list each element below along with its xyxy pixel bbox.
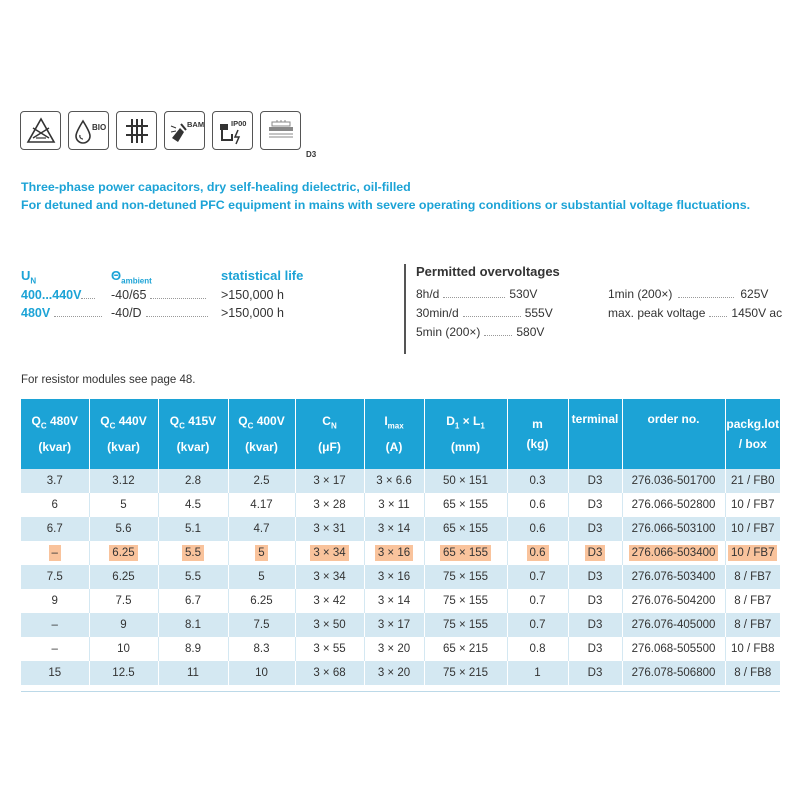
table-cell <box>158 613 228 637</box>
cell-value: 12.5 <box>112 667 135 679</box>
table-cell <box>725 589 780 613</box>
table-cell <box>21 613 89 637</box>
table-cell <box>295 493 364 517</box>
cell-value: 10 <box>255 667 268 679</box>
table-row <box>21 589 780 613</box>
rating-row <box>21 288 321 306</box>
table-cell <box>622 541 725 565</box>
table-cell <box>507 589 568 613</box>
table-cell <box>725 469 780 493</box>
table-body <box>21 469 780 685</box>
cell-value: 65 × 155 <box>442 523 489 535</box>
capacitor-table <box>21 399 780 685</box>
table-cell <box>424 517 507 541</box>
intro-line-2: For detuned and non-detuned PFC equipment in mains with severe operating conditions or substantial voltage fluctuations. <box>21 198 751 212</box>
table-cell <box>725 493 780 517</box>
cell-value: 10 / FB8 <box>731 643 775 655</box>
temp-value: -40/D <box>111 306 221 320</box>
table-header-row <box>21 399 780 469</box>
d3-terminal-icon <box>260 111 301 150</box>
cell-value: 6.7 <box>46 523 63 535</box>
cell-value: 65 × 155 <box>440 545 491 561</box>
table-cell <box>21 661 89 685</box>
table-cell <box>295 541 364 565</box>
cell-value: 3 × 68 <box>313 667 346 679</box>
bam-icon <box>164 111 205 150</box>
cell-value: 5 <box>120 499 127 511</box>
cell-value: 6 <box>51 499 58 511</box>
table-cell <box>507 613 568 637</box>
cell-value: 276.068-505500 <box>631 643 716 655</box>
cell-value: 5 <box>258 571 265 583</box>
table-cell <box>507 469 568 493</box>
table-row <box>21 493 780 517</box>
cell-value: 3 × 16 <box>375 545 413 561</box>
table-cell <box>622 565 725 589</box>
cell-value: D3 <box>587 643 603 655</box>
col-header: $Q_C$ 400V (kvar) <box>228 399 295 469</box>
table-cell <box>568 589 622 613</box>
cell-value: 0.7 <box>529 571 546 583</box>
cell-value: 7.5 <box>115 595 132 607</box>
table-row <box>21 661 780 685</box>
cell-value: 75 × 155 <box>442 595 489 607</box>
cell-value: 8.3 <box>253 643 270 655</box>
cell-value: 1 <box>534 667 541 679</box>
cell-value: D3 <box>587 571 603 583</box>
overvoltage-item: 1min (200×) 625V <box>608 287 769 301</box>
voltage-value: 400...440V <box>21 288 111 302</box>
col-header: $D_1 \times L_1$ (mm) <box>424 399 507 469</box>
cell-value: 5.5 <box>185 571 201 583</box>
cell-value: 0.3 <box>529 475 546 487</box>
table-cell <box>228 637 295 661</box>
cell-value: 4.5 <box>185 499 201 511</box>
cell-value: 3 × 14 <box>377 595 411 607</box>
table-cell <box>21 469 89 493</box>
cell-value: 9 <box>51 595 58 607</box>
cell-value: 276.066-502800 <box>631 499 716 511</box>
table-cell <box>568 565 622 589</box>
life-value: >150,000 h <box>221 306 284 320</box>
cell-value: 276.076-405000 <box>631 619 716 631</box>
rating-row <box>21 306 321 324</box>
table-cell <box>364 469 424 493</box>
cell-value: 65 × 155 <box>442 499 489 511</box>
cell-value: 7.5 <box>46 571 63 583</box>
table-cell <box>725 517 780 541</box>
cell-value: 8 / FB7 <box>734 595 772 607</box>
table-cell <box>295 517 364 541</box>
table-row <box>21 541 780 565</box>
table-cell <box>507 493 568 517</box>
cell-value: 3 × 28 <box>313 499 346 511</box>
table-cell <box>295 469 364 493</box>
table-cell <box>158 637 228 661</box>
cell-value: 0.7 <box>529 619 546 631</box>
table-cell <box>295 565 364 589</box>
table-cell <box>364 565 424 589</box>
table-cell <box>228 613 295 637</box>
table-cell <box>364 541 424 565</box>
cell-value: 0.7 <box>529 595 546 607</box>
life-header: statistical life <box>221 268 304 283</box>
table-cell <box>568 493 622 517</box>
table-cell <box>364 637 424 661</box>
table-cell <box>364 613 424 637</box>
temp-value: -40/65 <box>111 288 221 302</box>
table-cell <box>622 469 725 493</box>
col-header: m (kg) <box>507 399 568 469</box>
cell-value: 3 × 34 <box>310 545 348 561</box>
col-header: $C_N$ (μF) <box>295 399 364 469</box>
cell-value: 276.066-503400 <box>629 545 719 561</box>
cell-value: 75 × 155 <box>442 571 489 583</box>
col-header: $Q_C$ 480V (kvar) <box>21 399 89 469</box>
intro-line-1: Three-phase power capacitors, dry self-healing dielectric, oil-filled <box>21 180 411 194</box>
table-cell <box>295 613 364 637</box>
col-header: order no. <box>622 399 725 469</box>
cell-value: 8.9 <box>185 643 201 655</box>
table-cell <box>507 517 568 541</box>
table-cell <box>89 517 158 541</box>
table-cell <box>725 541 780 565</box>
overvoltage-title: Permitted overvoltages <box>416 264 560 279</box>
table-cell <box>424 613 507 637</box>
cell-value: D3 <box>587 499 603 511</box>
table-cell <box>622 589 725 613</box>
cell-value: – <box>51 619 58 631</box>
cell-value: 6.25 <box>109 545 137 561</box>
table-cell <box>89 613 158 637</box>
table-cell <box>568 469 622 493</box>
cell-value: 15 <box>48 667 62 679</box>
table-cell <box>622 661 725 685</box>
cell-value: 3 × 17 <box>377 619 411 631</box>
table-cell <box>228 517 295 541</box>
table-cell <box>424 565 507 589</box>
table-cell <box>21 565 89 589</box>
cell-value: 10 <box>117 643 130 655</box>
table-row <box>21 565 780 589</box>
cell-value: 4.7 <box>253 523 270 535</box>
cell-value: 10 / FB7 <box>731 499 775 511</box>
cell-value: 3 × 20 <box>377 667 411 679</box>
table-cell <box>424 661 507 685</box>
cell-value: 276.036-501700 <box>631 475 716 487</box>
table-cell <box>424 637 507 661</box>
d3-caption: D3 <box>306 150 317 159</box>
cell-value: 3.12 <box>112 475 135 487</box>
overvoltage-item: 8h/d 530V <box>416 287 538 301</box>
bio-oil-icon <box>68 111 109 150</box>
cell-value: 3 × 42 <box>313 595 346 607</box>
table-cell <box>89 565 158 589</box>
table-row <box>21 637 780 661</box>
cell-value: 3 × 11 <box>378 499 410 511</box>
table-cell <box>89 541 158 565</box>
table-cell <box>725 661 780 685</box>
table-cell <box>568 541 622 565</box>
cell-value: D3 <box>587 667 603 679</box>
table-cell <box>158 661 228 685</box>
overvoltage-item: max. peak voltage 1450V ac <box>608 306 783 320</box>
cell-value: 8 / FB7 <box>734 571 772 583</box>
table-cell <box>295 589 364 613</box>
table-cell <box>507 541 568 565</box>
table-cell <box>725 613 780 637</box>
cell-value: 7.5 <box>253 619 270 631</box>
cell-value: D3 <box>587 523 603 535</box>
table-cell <box>568 637 622 661</box>
cell-value: 8.1 <box>185 619 201 631</box>
cell-value: – <box>49 545 61 561</box>
table-cell <box>228 469 295 493</box>
bam-label: BAM <box>186 119 204 129</box>
table-cell <box>158 469 228 493</box>
cell-value: D3 <box>587 595 603 607</box>
table-cell <box>568 661 622 685</box>
table-cell <box>158 589 228 613</box>
rating-specs-header <box>21 268 321 288</box>
certification-icons <box>20 111 301 150</box>
life-value: >150,000 h <box>221 288 284 302</box>
table-cell <box>507 661 568 685</box>
table-cell <box>158 541 228 565</box>
cell-value: D3 <box>585 545 606 561</box>
col-header: terminal <box>568 399 622 469</box>
table-cell <box>725 565 780 589</box>
cell-value: 4.17 <box>250 499 273 511</box>
cell-value: 10 / FB7 <box>731 523 775 535</box>
cell-value: 50 × 151 <box>442 475 489 487</box>
table-cell <box>228 589 295 613</box>
table-cell <box>725 637 780 661</box>
cell-value: 5.6 <box>115 523 132 535</box>
table-cell <box>295 661 364 685</box>
bio-label: BIO <box>91 122 106 132</box>
cell-value: 8 / FB7 <box>734 619 772 631</box>
cell-value: 3 × 31 <box>313 523 346 535</box>
table-row <box>21 613 780 637</box>
cell-value: 5.5 <box>182 545 204 561</box>
table-cell <box>424 541 507 565</box>
cell-value: 0.6 <box>529 499 546 511</box>
table-cell <box>424 469 507 493</box>
cell-value: 3 × 6.6 <box>376 475 412 487</box>
cell-value: 65 × 215 <box>442 643 489 655</box>
table-cell <box>21 517 89 541</box>
table-cell <box>89 661 158 685</box>
cell-value: 3 × 50 <box>313 619 346 631</box>
table-cell <box>568 517 622 541</box>
cell-value: 3 × 55 <box>313 643 346 655</box>
cell-value: 9 <box>120 619 127 631</box>
cell-value: 0.6 <box>529 523 546 535</box>
table-cell <box>622 637 725 661</box>
cell-value: 75 × 215 <box>442 667 489 679</box>
cell-value: 5.1 <box>185 523 201 535</box>
overvoltage-item: 5min (200×) 580V <box>416 325 545 339</box>
table-cell <box>364 517 424 541</box>
cell-value: 3 × 20 <box>377 643 411 655</box>
table-cell <box>424 493 507 517</box>
rating-specs <box>21 268 321 324</box>
voltage-value: 480V <box>21 306 111 320</box>
table-cell <box>228 493 295 517</box>
table-row <box>21 469 780 493</box>
table-cell <box>158 565 228 589</box>
cell-value: 75 × 155 <box>442 619 489 631</box>
table-row <box>21 517 780 541</box>
overvoltage-panel <box>404 264 794 354</box>
cell-value: 11 <box>187 667 199 679</box>
table-cell <box>21 589 89 613</box>
overvoltage-item: 30min/d 555V <box>416 306 553 320</box>
cell-value: 276.078-506800 <box>631 667 716 679</box>
col-header: $I_{max}$ (A) <box>364 399 424 469</box>
cell-value: 5 <box>255 545 267 561</box>
cell-value: D3 <box>587 619 603 631</box>
recycling-icon <box>20 111 61 150</box>
table-cell <box>89 589 158 613</box>
cell-value: 3.7 <box>46 475 63 487</box>
table-cell <box>21 493 89 517</box>
cell-value: D3 <box>587 475 603 487</box>
grid-icon <box>116 111 157 150</box>
theta-header: $\Theta_{ambient}$ <box>111 268 152 286</box>
table-cell <box>622 613 725 637</box>
col-header: $Q_C$ 415V (kvar) <box>158 399 228 469</box>
table-cell <box>295 637 364 661</box>
cell-value: 276.076-504200 <box>631 595 716 607</box>
cell-value: 6.25 <box>112 571 135 583</box>
cell-value: 3 × 16 <box>377 571 411 583</box>
table-cell <box>622 517 725 541</box>
table-cell <box>622 493 725 517</box>
ip00-label: IP00 <box>230 118 246 128</box>
ip00-icon <box>212 111 253 150</box>
cell-value: 3 × 14 <box>377 523 411 535</box>
table-cell <box>364 493 424 517</box>
table-cell <box>21 637 89 661</box>
table-cell <box>21 541 89 565</box>
cell-value: 0.6 <box>527 545 549 561</box>
table-cell <box>89 469 158 493</box>
table-cell <box>228 565 295 589</box>
cell-value: 3 × 34 <box>313 571 346 583</box>
cell-value: 276.066-503100 <box>631 523 716 535</box>
table-cell <box>568 613 622 637</box>
table-cell <box>364 589 424 613</box>
col-header: $Q_C$ 440V (kvar) <box>89 399 158 469</box>
table-bottom-rule <box>21 691 780 692</box>
cell-value: 6.25 <box>250 595 273 607</box>
cell-value: 6.7 <box>185 595 201 607</box>
table-cell <box>424 589 507 613</box>
table-cell <box>507 637 568 661</box>
cell-value: – <box>51 643 58 655</box>
cell-value: 10 / FB7 <box>728 545 777 561</box>
table-cell <box>158 517 228 541</box>
table-cell <box>89 493 158 517</box>
table-cell <box>89 637 158 661</box>
cell-value: 21 / FB0 <box>731 475 775 487</box>
cell-value: 8 / FB8 <box>734 667 772 679</box>
table-cell <box>158 493 228 517</box>
cell-value: 2.8 <box>185 475 201 487</box>
cell-value: 2.5 <box>253 475 270 487</box>
table-cell <box>228 541 295 565</box>
un-header: $U_N$ <box>21 268 37 286</box>
cell-value: 0.8 <box>529 643 546 655</box>
table-cell <box>364 661 424 685</box>
table-cell <box>228 661 295 685</box>
cell-value: 276.076-503400 <box>631 571 716 583</box>
intro-text <box>21 178 750 214</box>
resistor-note: For resistor modules see page 48. <box>21 374 196 386</box>
col-header: packg.lot / box <box>725 399 780 469</box>
cell-value: 3 × 17 <box>313 475 346 487</box>
table-cell <box>507 565 568 589</box>
